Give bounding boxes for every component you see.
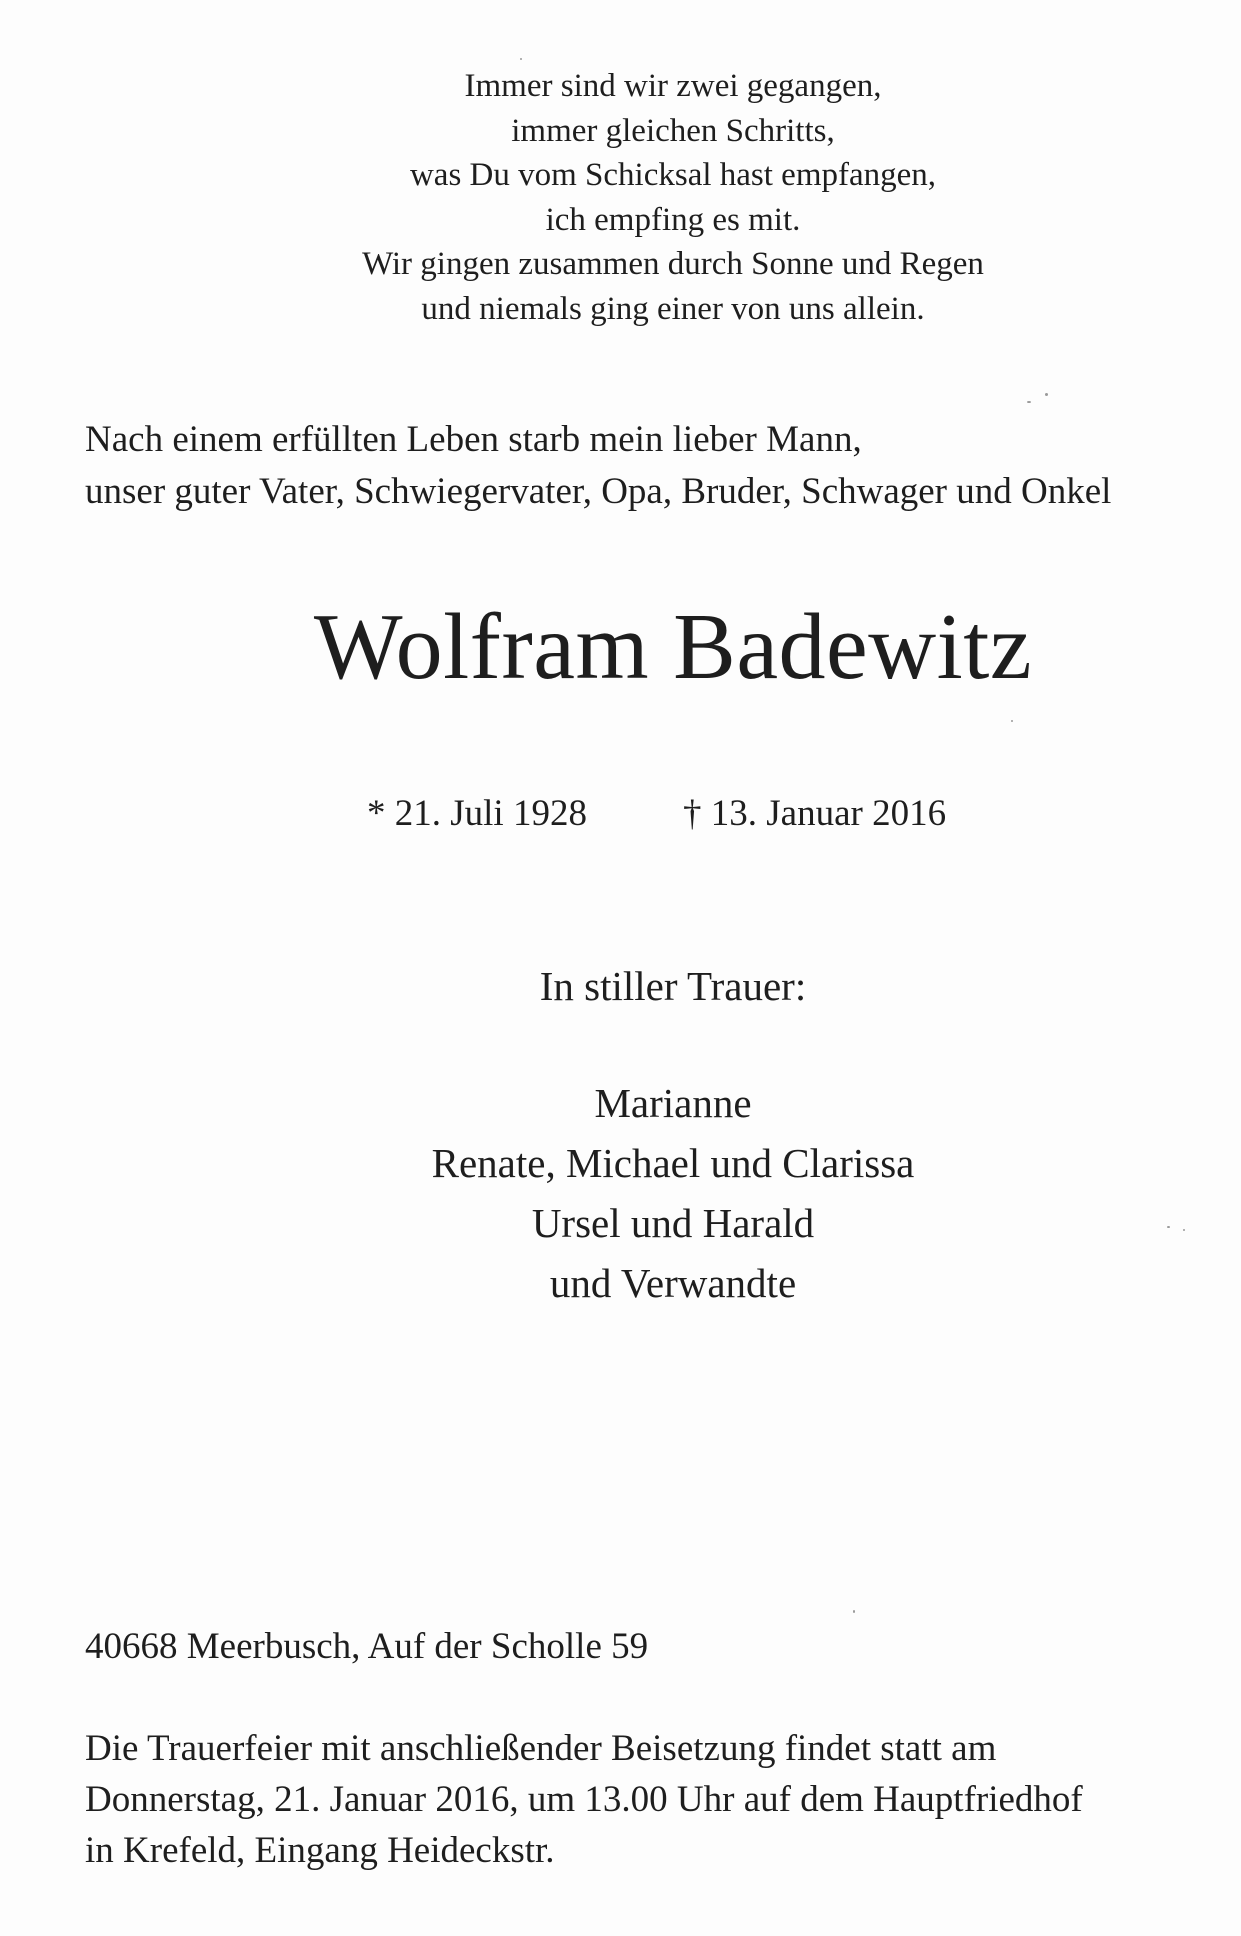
scan-speck — [1027, 401, 1031, 403]
scan-speck — [1183, 1229, 1185, 1231]
poem — [0, 64, 1241, 331]
poem-line: ich empfing es mit. — [545, 201, 801, 238]
scan-speck — [1167, 1226, 1170, 1228]
death-announcement — [85, 414, 1111, 518]
address: 40668 Meerbusch, Auf der Scholle 59 — [85, 1626, 649, 1667]
mourning-heading: In stiller Trauer: — [539, 963, 807, 1009]
poem-line: immer gleichen Schritts, — [511, 112, 835, 149]
scan-speck — [853, 1610, 855, 1613]
death-date: † 13. Januar 2016 — [683, 793, 947, 834]
announcement-line: Nach einem erfüllten Leben starb mein lieber Mann, — [85, 419, 862, 460]
mourner-name: Marianne — [594, 1080, 752, 1126]
birth-date: * 21. Juli 1928 — [367, 793, 587, 834]
scan-speck — [1011, 720, 1013, 722]
funeral-notice-line: in Krefeld, Eingang Heideckstr. — [85, 1830, 555, 1871]
mourners-list — [0, 1073, 1241, 1313]
scan-speck — [1045, 393, 1048, 396]
deceased-name: Wolfram Badewitz — [313, 595, 1033, 699]
mourner-name: Renate, Michael und Clarissa — [431, 1140, 915, 1186]
announcement-line: unser guter Vater, Schwiegervater, Opa, Bruder, Schwager und Onkel — [85, 471, 1112, 512]
funeral-notice — [85, 1723, 1083, 1876]
poem-line: Immer sind wir zwei gegangen, — [464, 68, 882, 104]
poem-line: Wir gingen zusammen durch Sonne und Regen — [362, 246, 984, 282]
poem-line: und niemals ging einer von uns allein. — [421, 290, 925, 327]
mourner-name: Ursel und Harald — [531, 1200, 815, 1246]
funeral-notice-line: Die Trauerfeier mit anschließender Beisetzung findet statt am — [85, 1728, 997, 1769]
funeral-notice-line: Donnerstag, 21. Januar 2016, um 13.00 Uhr auf dem Hauptfriedhof — [85, 1779, 1083, 1820]
mourner-name: und Verwandte — [549, 1260, 797, 1306]
poem-line: was Du vom Schicksal hast empfangen, — [409, 157, 937, 193]
scan-speck — [520, 58, 522, 60]
